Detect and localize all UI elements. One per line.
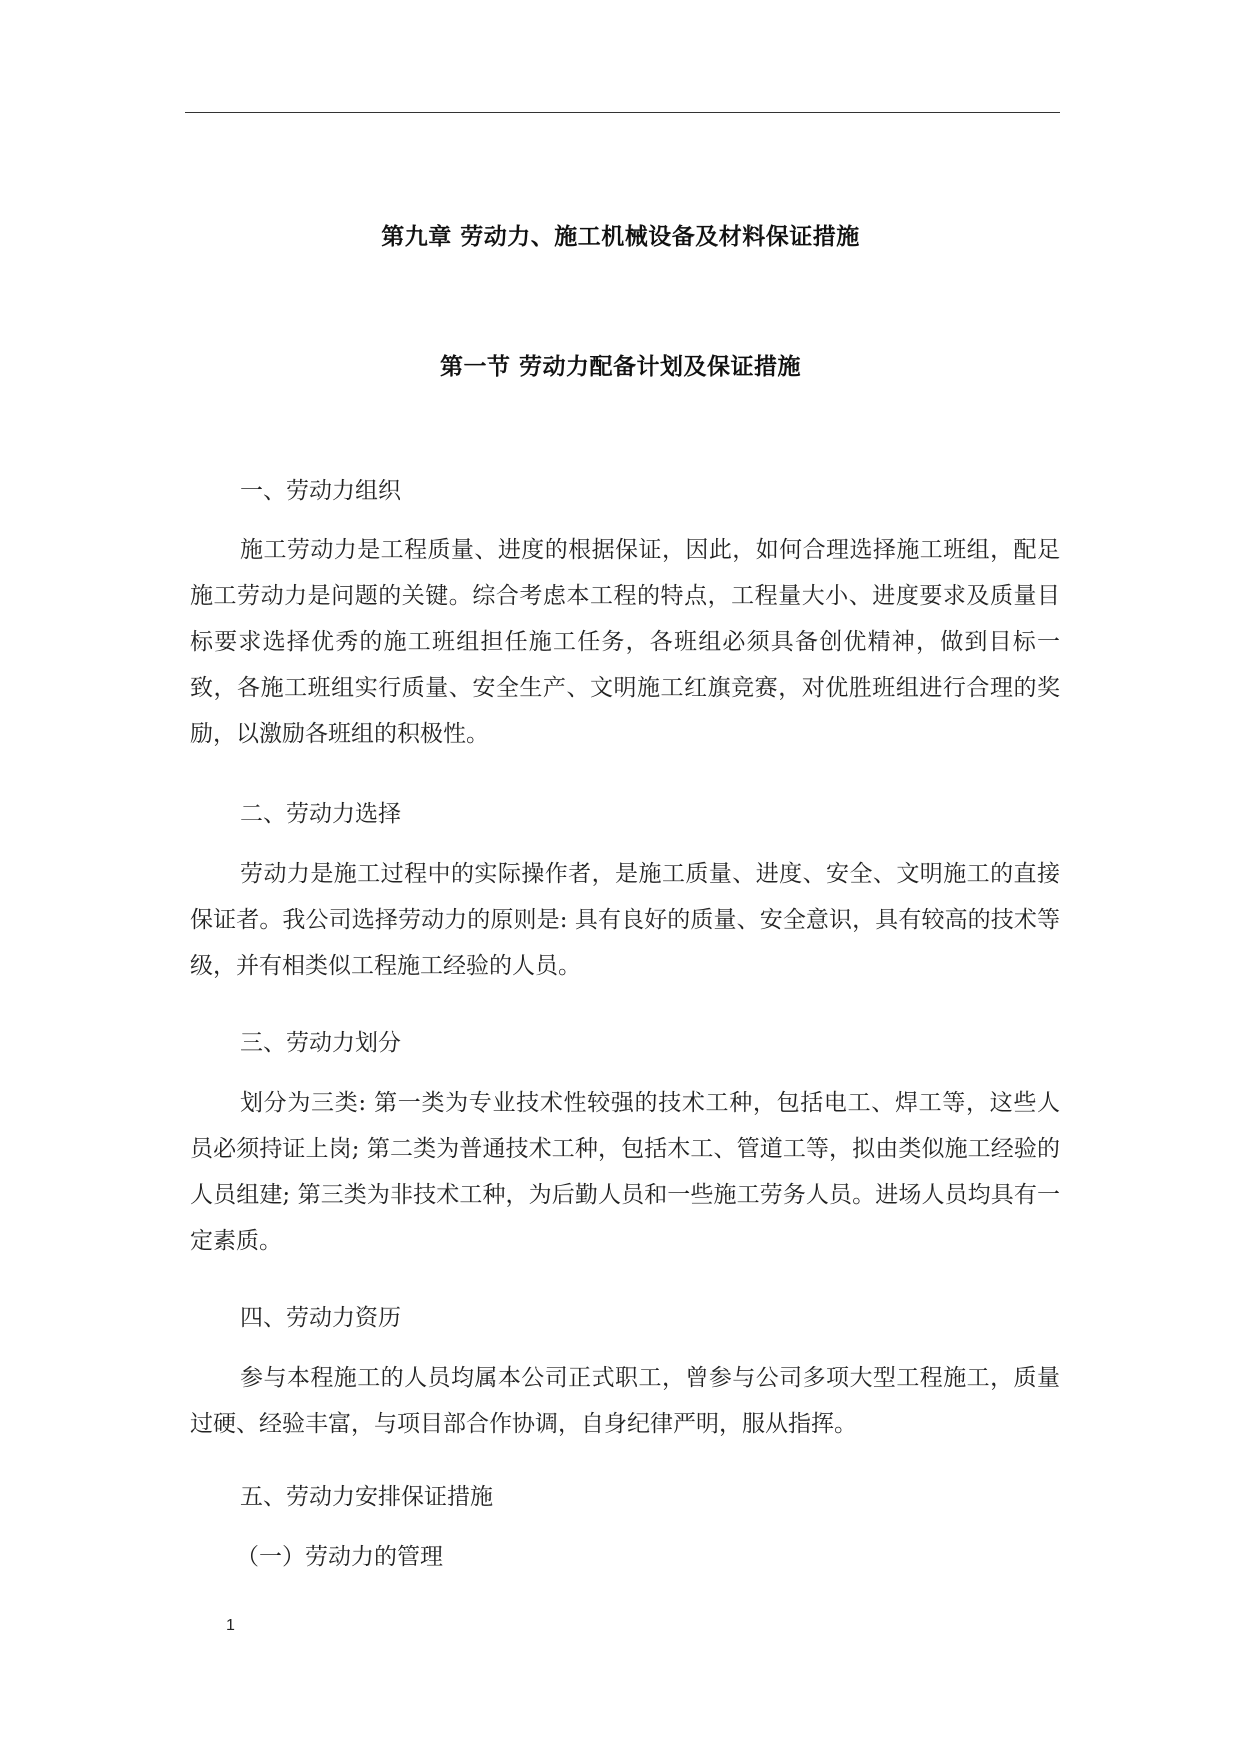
- heading-labor-organization: 一、劳动力组织: [240, 478, 401, 504]
- paragraph-labor-organization: 施工劳动力是工程质量、进度的根据保证，因此，如何合理选择施工班组，配足施工劳动力是问题的关键。综合考虑本工程的特点，工程量大小、进度要求及质量目标要求选择优秀的施工班组担任施工任务，各班组必须具备创优精神，做到目标一致，各施工班组实行质量、安全生产、文明施工红旗竞赛，对优胜班组进行合理的奖励，以激励各班组的积极性。: [190, 537, 1060, 747]
- heading-labor-selection: 二、劳动力选择: [240, 801, 401, 827]
- heading-labor-division: 三、劳动力划分: [240, 1030, 401, 1056]
- subheading-labor-management: （一）劳动力的管理: [236, 1544, 443, 1570]
- paragraph-labor-division: 划分为三类: 第一类为专业技术性较强的技术工种，包括电工、焊工等，这些人员必须持证上岗; 第二类为普通技术工种，包括木工、管道工等，拟由类似施工经验的人员组建; 第三类为非技术工种，为后勤人员和一些施工劳务人员。进场人员均具有一定素质。: [190, 1090, 1060, 1254]
- chapter-title: 第九章 劳动力、施工机械设备及材料保证措施: [381, 224, 860, 250]
- paragraph-labor-qualification: 参与本程施工的人员均属本公司正式职工，曾参与公司多项大型工程施工，质量过硬、经验丰富，与项目部合作协调，自身纪律严明，服从指挥。: [190, 1365, 1060, 1437]
- paragraph-labor-selection: 劳动力是施工过程中的实际操作者，是施工质量、进度、安全、文明施工的直接保证者。我公司选择劳动力的原则是: 具有良好的质量、安全意识，具有较高的技术等级，并有相类似工程施工经验的人员。: [190, 861, 1060, 979]
- heading-labor-arrangement: 五、劳动力安排保证措施: [240, 1484, 493, 1510]
- header-rule: [185, 112, 1060, 113]
- section-title: 第一节 劳动力配备计划及保证措施: [439, 354, 801, 380]
- heading-labor-qualification: 四、劳动力资历: [240, 1305, 401, 1331]
- page-number: 1: [226, 1617, 235, 1634]
